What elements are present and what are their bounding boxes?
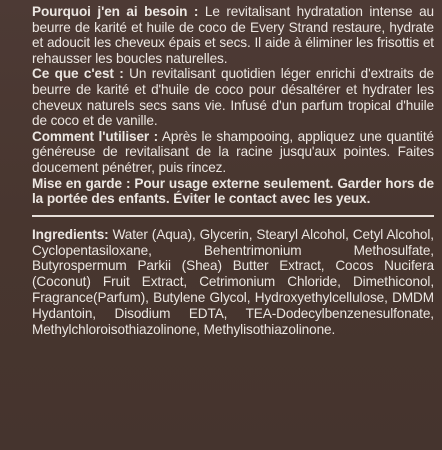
why-heading: Pourquoi j'en ai besoin : (32, 4, 199, 19)
divider (32, 215, 434, 217)
how-section (32, 129, 434, 176)
why-text: Le revitalisant hydratation intense au beurre de karité et huile de coco de Every Strand restaure, hydrate et adoucit les cheveux épais et secs. Il aide à éliminer les frisottis et rehausser les boucles naturelles. (32, 4, 434, 66)
ingredients-text: Water (Aqua), Glycerin, Stearyl Alcohol, Cetyl Alcohol, Cyclopentasiloxane, Behentrimonium Methosulfate, Butyrospermum Parkii (Shea) Butter Extract, Cocos Nucifera (Coconut) Fruit Extract, Cetrimonium Chloride, Dimethiconol, Fragrance(Parfum), Butylene Glycol, Hydroxyethylcellulose, DMDM Hydantoin, Disodium EDTA, TEA-Dodecylbenzenesulfonate, Methylchloroisothiazolinone, Methylisothiazolinone. (32, 226, 434, 337)
ingredients-heading: Ingredients: (32, 226, 109, 242)
warning-heading: Mise en garde : (32, 175, 131, 191)
ingredients-section (32, 227, 434, 338)
why-section (32, 4, 434, 66)
how-heading: Comment l'utiliser : (32, 128, 159, 144)
warning-section (32, 176, 434, 207)
what-text: Un revitalisant quotidien léger enrichi d'extraits de beurre de karité et d'huile de coco pour désaltérer et hydrater les cheveux naturels secs sans vie. Infusé d'un parfum tropical d'huile de coco et de vanille. (32, 66, 434, 129)
warning-text: Pour usage externe seulement. Garder hors de la portée des enfants. Éviter le contact avec les yeux. (32, 175, 435, 207)
what-section (32, 66, 434, 128)
how-text: Après le shampooing, appliquez une quantité généreuse de revitalisant de la racine jusqu'aux pointes. Faites doucement pénétrer, puis rincez. (32, 128, 434, 175)
what-heading: Ce que c'est : (32, 66, 124, 82)
